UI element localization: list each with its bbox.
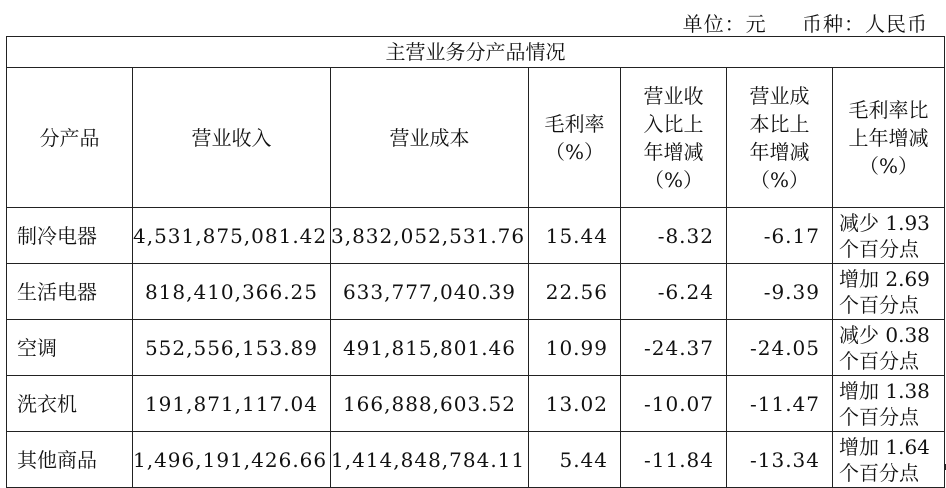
cost-value: 491,815,801.46 <box>331 320 529 376</box>
header-cost: 营业成本 <box>331 68 529 208</box>
revenue-value: 191,871,117.04 <box>133 376 331 432</box>
cost-change-value: -24.05 <box>727 320 833 376</box>
cost-value: 166,888,603.52 <box>331 376 529 432</box>
header-margin: 毛利率 （%） <box>529 68 621 208</box>
table-title: 主营业务分产品情况 <box>7 37 945 68</box>
cost-change-value: -6.17 <box>727 208 833 264</box>
table-row <box>7 208 945 264</box>
product-name: 空调 <box>7 320 133 376</box>
margin-change-value: 增加 1.64 个百分点 <box>833 432 945 488</box>
table-row <box>7 432 945 488</box>
margin-value: 10.99 <box>529 320 621 376</box>
margin-value: 5.44 <box>529 432 621 488</box>
product-name: 其他商品 <box>7 432 133 488</box>
cost-change-value: -13.34 <box>727 432 833 488</box>
unit-label: 单位：元 <box>682 12 767 36</box>
revenue-value: 4,531,875,081.42 <box>133 208 331 264</box>
revenue-change-value: -6.24 <box>621 264 727 320</box>
cost-value: 1,414,848,784.11 <box>331 432 529 488</box>
revenue-value: 818,410,366.25 <box>133 264 331 320</box>
currency-label: 币种：人民币 <box>802 12 928 36</box>
header-cost-change: 营业成 本比上 年增减 （%） <box>727 68 833 208</box>
margin-change-value: 增加 1.38 个百分点 <box>833 376 945 432</box>
margin-change-value: 减少 1.93 个百分点 <box>833 208 945 264</box>
cost-change-value: -11.47 <box>727 376 833 432</box>
header-margin-change: 毛利率比 上年增减 （%） <box>833 68 945 208</box>
cost-change-value: -9.39 <box>727 264 833 320</box>
table-row <box>7 376 945 432</box>
product-revenue-table <box>6 36 945 488</box>
table-continuation-edge <box>6 464 946 470</box>
table-row <box>7 264 945 320</box>
revenue-change-value: -8.32 <box>621 208 727 264</box>
cost-value: 633,777,040.39 <box>331 264 529 320</box>
revenue-value: 1,496,191,426.66 <box>133 432 331 488</box>
header-product: 分产品 <box>7 68 133 208</box>
revenue-change-value: -24.37 <box>621 320 727 376</box>
revenue-change-value: -11.84 <box>621 432 727 488</box>
margin-value: 15.44 <box>529 208 621 264</box>
margin-change-value: 减少 0.38 个百分点 <box>833 320 945 376</box>
revenue-value: 552,556,153.89 <box>133 320 331 376</box>
revenue-change-value: -10.07 <box>621 376 727 432</box>
product-name: 制冷电器 <box>7 208 133 264</box>
margin-value: 13.02 <box>529 376 621 432</box>
margin-value: 22.56 <box>529 264 621 320</box>
header-revenue-change: 营业收 入比上 年增减 （%） <box>621 68 727 208</box>
cost-value: 3,832,052,531.76 <box>331 208 529 264</box>
product-name: 洗衣机 <box>7 376 133 432</box>
header-revenue: 营业收入 <box>133 68 331 208</box>
product-name: 生活电器 <box>7 264 133 320</box>
table-row <box>7 320 945 376</box>
unit-currency-line <box>655 8 928 37</box>
margin-change-value: 增加 2.69 个百分点 <box>833 264 945 320</box>
